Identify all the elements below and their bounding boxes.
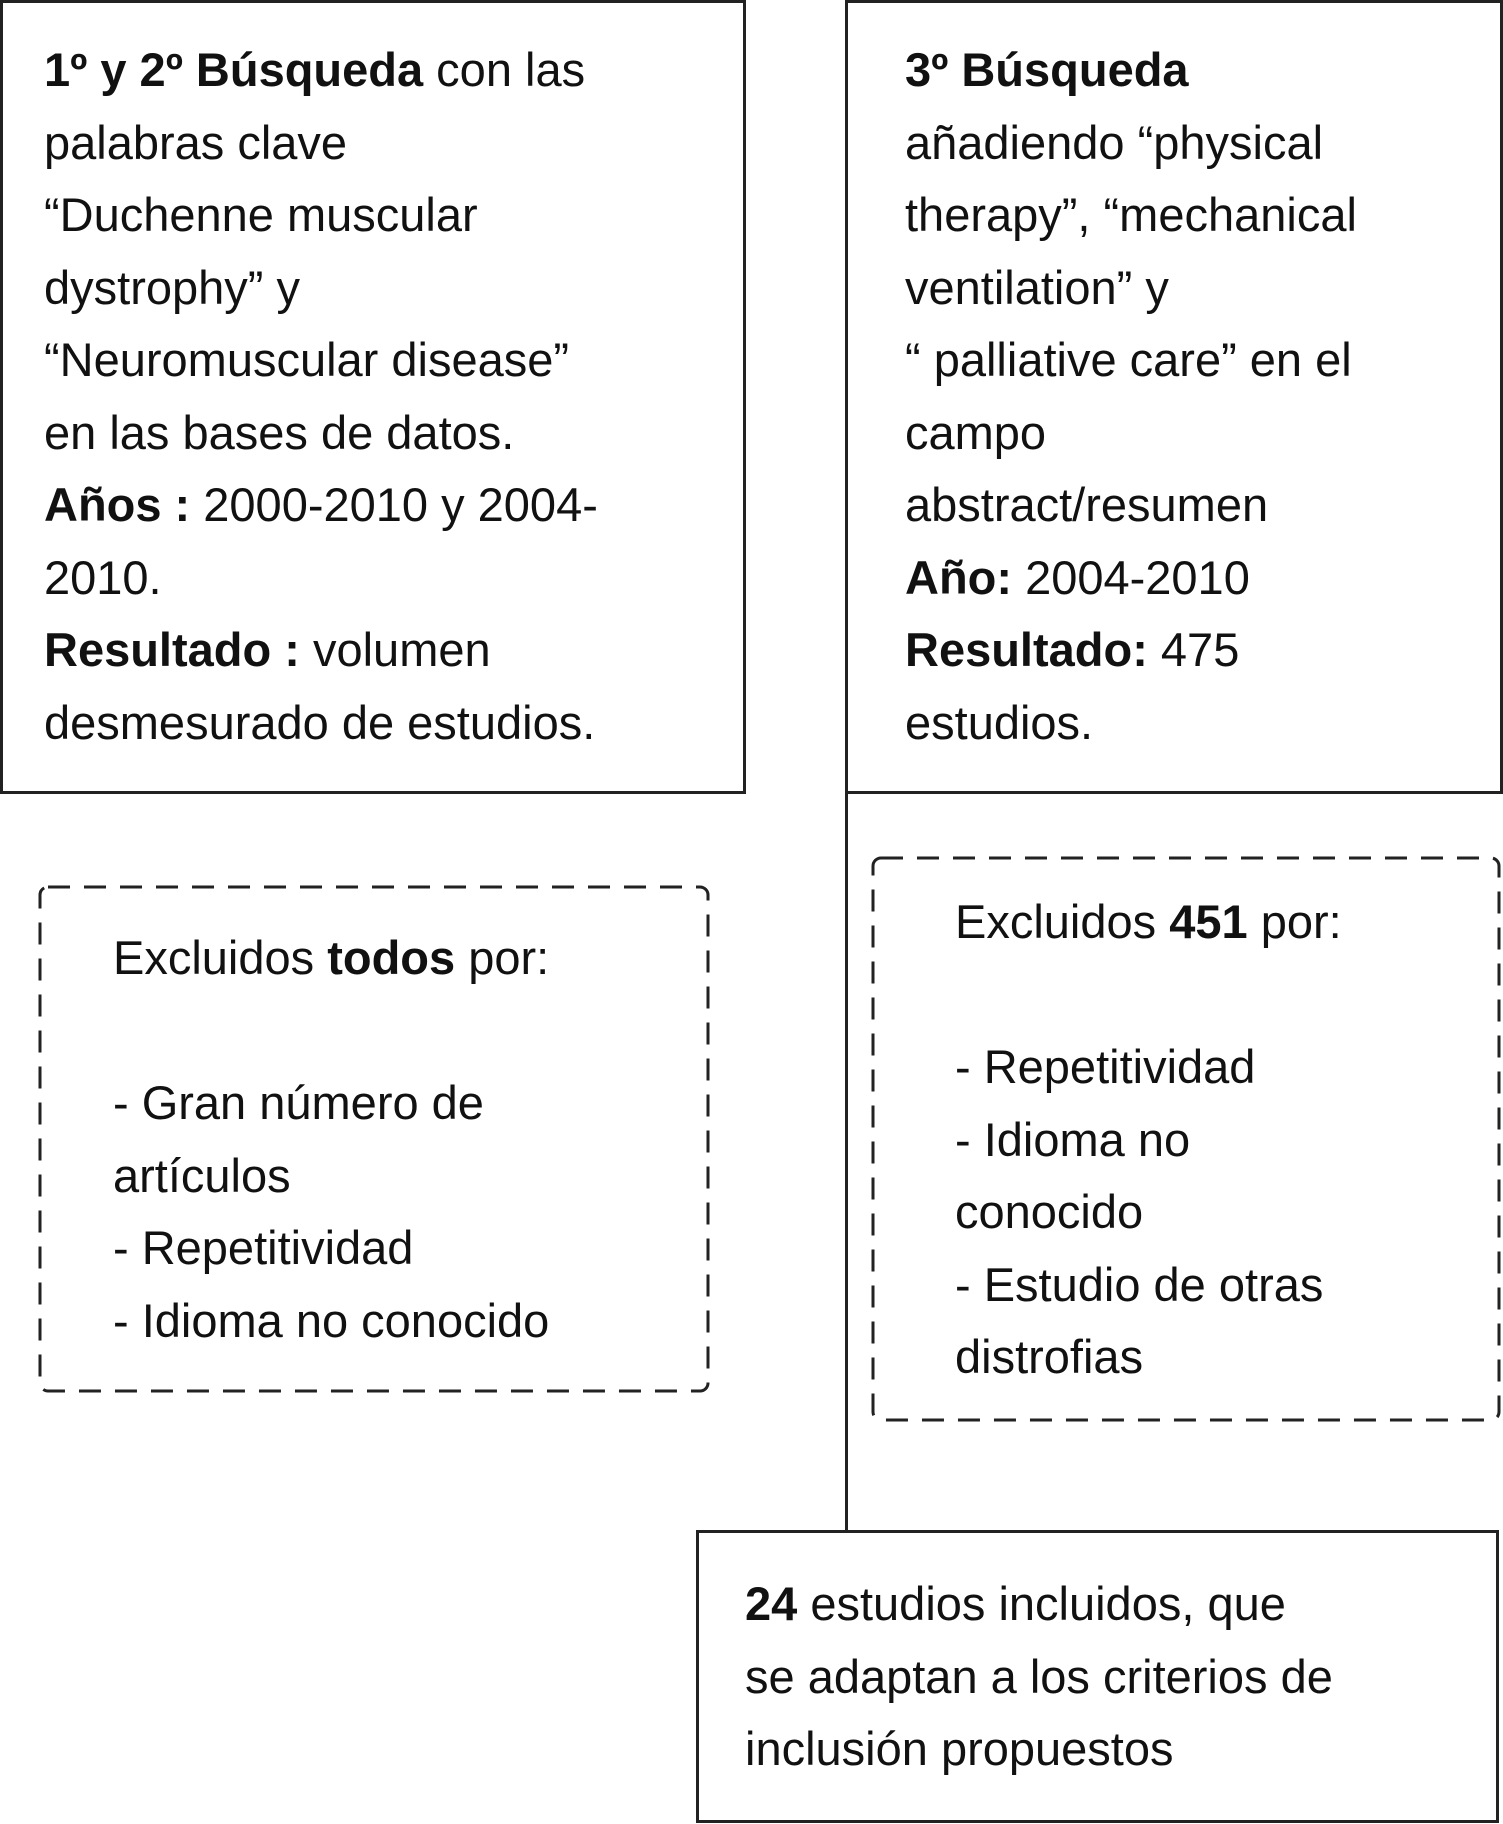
search-1-2-line: palabras clave bbox=[44, 115, 348, 169]
search-3-line: añadiendo “physical bbox=[905, 115, 1324, 169]
search-1-2-text: 1º y 2º Búsqueda con las palabras clave “Duchenne muscular dystrophy” y “Neuromuscular disease” en las bases de datos. Años : 2000-2010 y 2004- 2010. Resultado : volumen desmesurado de estudios. bbox=[44, 34, 598, 759]
excluded-all-heading: Excluidos todos por: bbox=[113, 931, 550, 984]
search-3-line: therapy”, “mechanical bbox=[905, 188, 1357, 241]
included-text bbox=[745, 1568, 1333, 1786]
excluded-451-item: conocido bbox=[955, 1185, 1144, 1238]
search-1-2-result-cont: desmesurado de estudios. bbox=[44, 695, 596, 749]
search-3-result: Resultado: 475 bbox=[905, 623, 1240, 676]
search-3-text bbox=[905, 34, 1357, 759]
excluded-451-item: - Idioma no bbox=[955, 1112, 1191, 1166]
search-1-2-line: “Duchenne muscular bbox=[44, 188, 478, 241]
excluded-451-heading: Excluidos 451 por: bbox=[955, 895, 1342, 948]
excluded-451-text bbox=[955, 886, 1342, 1394]
excluded-all-text bbox=[113, 922, 549, 1357]
excluded-all-item: - Repetitividad bbox=[113, 1221, 414, 1274]
excluded-all-item: artículos bbox=[113, 1148, 291, 1202]
search-3-line: ventilation” y bbox=[905, 260, 1169, 314]
excluded-451-item: distrofias bbox=[955, 1330, 1144, 1383]
search-3-line: campo bbox=[905, 405, 1047, 459]
included-line: se adaptan a los criterios de bbox=[745, 1649, 1333, 1703]
search-1-2-line: dystrophy” y bbox=[44, 260, 300, 314]
search-3-result-cont: estudios. bbox=[905, 695, 1094, 749]
excluded-all-item: - Idioma no conocido bbox=[113, 1293, 550, 1347]
search-1-2-result: Resultado : volumen bbox=[44, 623, 491, 676]
search-3-year: Año: 2004-2010 bbox=[905, 550, 1250, 604]
search-1-2-title: 1º y 2º Búsqueda bbox=[44, 43, 424, 96]
included-heading: 24 estudios incluidos, que bbox=[745, 1577, 1286, 1630]
flow-connector-line bbox=[845, 792, 848, 1532]
search-1-2-years: Años : 2000-2010 y 2004- bbox=[44, 478, 598, 531]
search-1-2-line: “Neuromuscular disease” bbox=[44, 333, 570, 386]
search-1-2-line: en las bases de datos. bbox=[44, 405, 515, 459]
search-3-line: “ palliative care” en el bbox=[905, 333, 1352, 386]
excluded-451-item: - Repetitividad bbox=[955, 1040, 1256, 1093]
search-3-title: 3º Búsqueda bbox=[905, 43, 1189, 96]
excluded-451-item: - Estudio de otras bbox=[955, 1257, 1324, 1311]
excluded-all-item: - Gran número de bbox=[113, 1076, 484, 1129]
search-3-line: abstract/resumen bbox=[905, 478, 1269, 531]
search-1-2-years-cont: 2010. bbox=[44, 550, 162, 604]
included-line: inclusión propuestos bbox=[745, 1722, 1174, 1775]
